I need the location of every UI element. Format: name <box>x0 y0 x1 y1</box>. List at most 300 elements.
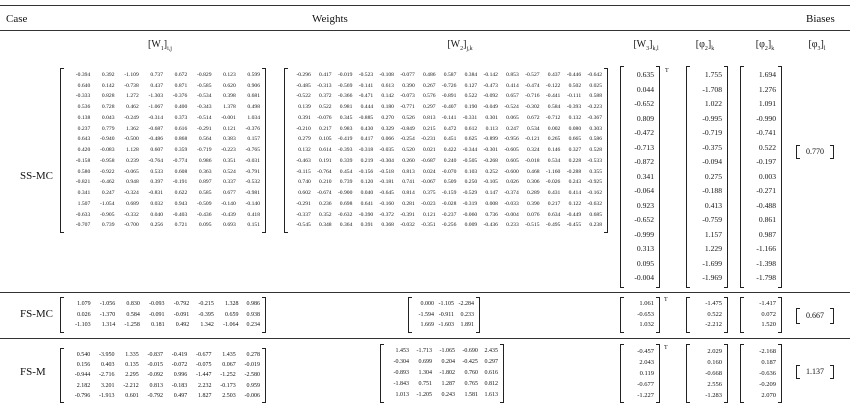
matrix-cell: 0.728 <box>101 104 115 111</box>
matrix-cell: 1.328 <box>224 301 239 307</box>
matrix-cell: 0.520 <box>402 147 415 154</box>
matrix-row <box>66 360 260 370</box>
matrix-cell: -0.376 <box>172 93 188 100</box>
matrix-cell: 0.522 <box>758 142 776 152</box>
matrix-cell: 0.240 <box>443 157 457 164</box>
matrix-cell: -0.105 <box>483 179 498 186</box>
matrix-cell: 0.339 <box>339 157 353 164</box>
matrix-cell: -0.407 <box>441 104 457 111</box>
matrix-cell: -0.446 <box>566 72 582 78</box>
matrix-cell: -0.463 <box>296 157 311 164</box>
matrix-cell: -0.533 <box>587 157 602 164</box>
matrix-row <box>690 213 722 228</box>
matrix-cell: 1.453 <box>395 348 409 354</box>
label-w2: $[W_2]_{j,k}$ <box>447 39 473 52</box>
matrix-cell: 0.142 <box>101 82 115 89</box>
matrix-cell: -0.271 <box>756 186 776 196</box>
matrix-row <box>690 184 722 199</box>
matrix-cell: -0.500 <box>124 136 139 143</box>
matrix-row <box>744 155 776 170</box>
matrix-cell: -0.028 <box>441 200 457 207</box>
matrix-cell: -0.632 <box>337 211 353 218</box>
matrix-cell: 0.534 <box>547 157 561 164</box>
matrix-cell: 0.612 <box>464 125 478 132</box>
matrix-cell: -0.674 <box>317 190 332 197</box>
matrix-cell: -0.351 <box>421 222 436 229</box>
matrix-cell: -0.891 <box>441 93 457 100</box>
matrix-cell: 0.462 <box>126 104 139 111</box>
matrix-row <box>414 310 474 321</box>
matrix-cell: -0.652 <box>634 215 654 225</box>
matrix-cell: -0.288 <box>566 168 582 175</box>
matrix-cell: 1.342 <box>200 322 214 329</box>
phi3-value: 1.137 <box>796 365 834 379</box>
matrix-cell: 0.741 <box>402 179 415 186</box>
matrix-row <box>690 228 722 243</box>
matrix-cell: 0.250 <box>464 179 478 186</box>
matrix-cell: 0.620 <box>223 82 236 89</box>
matrix-cell: -0.726 <box>441 82 457 89</box>
matrix-cell: -1.252 <box>220 372 236 379</box>
matrix-cell: -0.162 <box>587 190 602 197</box>
matrix-cell: -0.018 <box>525 157 540 164</box>
matrix-cell: -1.417 <box>759 300 776 307</box>
matrix-row <box>386 357 498 368</box>
matrix-cell: -0.529 <box>462 190 478 197</box>
matrix-row <box>414 320 474 331</box>
matrix-cell: -0.605 <box>504 147 519 154</box>
matrix-cell: 0.622 <box>174 190 188 197</box>
matrix-cell: -1.054 <box>100 200 115 207</box>
matrix-cell: 0.210 <box>319 179 332 186</box>
matrix-cell: 0.509 <box>443 179 457 186</box>
matrix-w2 <box>284 68 608 233</box>
matrix-cell: 1.520 <box>761 321 776 329</box>
matrix-cell: 1.061 <box>639 300 654 307</box>
matrix-cell: -0.940 <box>100 136 115 143</box>
matrix-cell: 0.147 <box>485 190 498 197</box>
matrix-cell: -0.716 <box>525 93 540 100</box>
matrix-cell: 0.072 <box>761 310 776 318</box>
vector-w3 <box>620 344 660 403</box>
matrix-row <box>66 210 260 221</box>
case-label: FS-M <box>20 366 46 378</box>
matrix-cell: 0.959 <box>246 382 260 389</box>
matrix-cell: 0.536 <box>77 104 91 111</box>
matrix-cell: 0.444 <box>360 104 374 111</box>
matrix-cell: 0.526 <box>402 114 415 121</box>
matrix-w1 <box>60 297 266 333</box>
matrix-cell: 0.996 <box>173 372 188 379</box>
matrix-cell: 0.605 <box>506 157 519 164</box>
matrix-cell: 1.613 <box>484 392 498 398</box>
matrix-cell: -0.981 <box>245 190 260 197</box>
matrix-cell: 0.497 <box>173 392 188 399</box>
matrix-cell: -1.109 <box>124 72 139 78</box>
matrix-cell: -0.391 <box>400 211 415 218</box>
matrix-cell: -0.026 <box>545 179 561 186</box>
matrix-cell: 0.383 <box>223 136 236 143</box>
matrix-row <box>744 346 776 357</box>
matrix-cell: 0.306 <box>526 179 540 186</box>
matrix-row <box>66 70 260 81</box>
matrix-cell: 0.413 <box>704 200 722 210</box>
matrix-cell: -0.759 <box>702 215 722 225</box>
matrix-cell: -0.331 <box>462 114 478 121</box>
matrix-cell: -1.447 <box>196 372 212 379</box>
matrix-cell: 0.721 <box>174 222 188 229</box>
matrix-row <box>290 113 602 124</box>
matrix-row <box>66 177 260 188</box>
matrix-cell: -0.188 <box>702 186 722 196</box>
matrix-cell: 0.861 <box>758 215 776 225</box>
matrix-cell: 0.813 <box>149 382 163 389</box>
matrix-cell: -1.603 <box>438 322 454 329</box>
matrix-row <box>624 299 654 310</box>
matrix-cell: -1.708 <box>702 84 722 94</box>
matrix-cell: -0.031 <box>245 157 260 164</box>
matrix-cell: -0.690 <box>462 348 478 354</box>
matrix-cell: 0.693 <box>223 222 236 229</box>
matrix-cell: -0.231 <box>421 136 436 143</box>
matrix-cell: -1.067 <box>148 104 163 111</box>
matrix-row <box>690 68 722 83</box>
matrix-row <box>624 170 654 185</box>
matrix-cell: 0.026 <box>506 179 519 186</box>
matrix-row <box>66 310 260 321</box>
matrix-row <box>624 199 654 214</box>
matrix-cell: 0.923 <box>636 200 654 210</box>
vector-phi2-a <box>686 344 728 403</box>
matrix-cell: -0.527 <box>525 72 540 78</box>
matrix-row <box>744 126 776 141</box>
matrix-cell: -0.070 <box>441 168 457 175</box>
matrix-cell: 0.809 <box>636 113 654 123</box>
matrix-row <box>624 68 654 83</box>
matrix-cell: -1.594 <box>418 311 434 318</box>
matrix-cell: 0.032 <box>150 200 163 207</box>
matrix-cell: 1.507 <box>77 200 91 207</box>
header-biases: Biases <box>806 13 835 25</box>
matrix-cell: -0.764 <box>317 168 332 175</box>
label-w1: $[W_1]_{i,j}$ <box>148 39 172 52</box>
matrix-cell: -0.441 <box>545 93 561 100</box>
matrix-cell: 0.190 <box>464 104 478 111</box>
matrix-row <box>624 357 654 368</box>
matrix-cell: 2.556 <box>707 381 722 388</box>
matrix-row <box>690 83 722 98</box>
matrix-cell: 0.635 <box>636 70 654 79</box>
matrix-cell: -0.796 <box>74 392 91 399</box>
matrix-cell: -0.319 <box>462 200 478 207</box>
matrix-cell: 0.233 <box>460 311 474 318</box>
matrix-cell: 0.468 <box>526 168 540 175</box>
matrix-cell: 0.599 <box>247 72 260 78</box>
matrix-cell: 1.013 <box>395 392 409 398</box>
matrix-row <box>290 210 602 221</box>
matrix-cell: 0.135 <box>125 362 139 369</box>
matrix-cell: 2.232 <box>198 382 212 389</box>
vector-phi2-a <box>686 297 728 333</box>
matrix-row <box>624 213 654 228</box>
matrix-cell: -0.064 <box>634 186 654 196</box>
matrix-cell: -1.913 <box>99 392 115 399</box>
matrix-cell: -0.425 <box>462 359 478 365</box>
matrix-cell: 0.204 <box>441 359 455 365</box>
matrix-row <box>66 102 260 113</box>
matrix-cell: 0.739 <box>339 179 353 186</box>
matrix-cell: -0.774 <box>172 157 188 164</box>
matrix-row <box>744 97 776 112</box>
matrix-cell: 2.070 <box>761 392 776 399</box>
matrix-cell: 0.830 <box>126 301 140 307</box>
matrix-cell: 0.187 <box>761 359 776 366</box>
matrix-cell: 0.602 <box>298 190 311 197</box>
matrix-cell: -1.969 <box>702 273 722 283</box>
matrix-cell: 0.585 <box>198 190 212 197</box>
transpose-mark: T <box>664 345 668 351</box>
matrix-cell: 0.341 <box>77 190 91 197</box>
matrix-cell: 0.024 <box>422 168 436 175</box>
matrix-cell: -0.899 <box>483 136 498 143</box>
matrix-cell: 0.375 <box>422 190 436 197</box>
matrix-cell: 0.634 <box>547 211 561 218</box>
matrix-cell: -0.636 <box>759 370 776 377</box>
matrix-row <box>386 368 498 379</box>
matrix-cell: -0.395 <box>198 311 214 318</box>
matrix-cell: -1.105 <box>438 301 454 307</box>
matrix-cell: -0.719 <box>197 147 212 154</box>
matrix-row <box>690 97 722 112</box>
matrix-w1 <box>60 68 266 233</box>
matrix-cell: -0.394 <box>75 72 91 78</box>
label-phi2-a: $[\varphi_2]_k$ <box>695 39 715 52</box>
matrix-cell: 1.034 <box>247 114 260 121</box>
matrix-cell: 0.588 <box>589 93 602 100</box>
matrix-cell: 0.275 <box>704 171 722 181</box>
matrix-cell: -0.142 <box>483 72 498 78</box>
matrix-cell: -0.771 <box>400 104 415 111</box>
matrix-cell: -0.485 <box>296 82 311 89</box>
matrix-row <box>624 320 654 331</box>
matrix-cell: -0.302 <box>525 104 540 111</box>
matrix-cell: 0.540 <box>76 352 91 358</box>
matrix-cell: -0.436 <box>197 211 212 218</box>
matrix-cell: 0.122 <box>568 200 582 207</box>
matrix-cell: -0.191 <box>172 179 188 186</box>
matrix-w1 <box>60 348 266 403</box>
matrix-cell: 1.362 <box>126 125 139 132</box>
matrix-cell: 0.260 <box>402 157 415 164</box>
matrix-row <box>690 112 722 127</box>
matrix-cell: 0.779 <box>101 125 115 132</box>
matrix-row <box>690 271 722 286</box>
matrix-cell: 0.372 <box>319 93 332 100</box>
matrix-cell: 0.156 <box>76 362 91 369</box>
matrix-cell: -0.829 <box>197 72 212 78</box>
matrix-cell: -0.376 <box>245 125 260 132</box>
matrix-row <box>290 156 602 167</box>
matrix-cell: -0.495 <box>545 222 561 229</box>
matrix-row <box>744 228 776 243</box>
matrix-cell: 1.032 <box>639 321 654 329</box>
matrix-cell: 0.586 <box>589 136 602 143</box>
matrix-cell: 0.938 <box>246 311 260 318</box>
matrix-cell: -0.209 <box>759 381 776 388</box>
matrix-cell: 0.270 <box>381 114 394 121</box>
matrix-cell: -0.076 <box>317 114 332 121</box>
matrix-cell: -0.712 <box>545 114 561 121</box>
matrix-row <box>66 370 260 380</box>
matrix-cell: -0.831 <box>148 190 163 197</box>
matrix-cell: -0.372 <box>379 211 394 218</box>
matrix-cell: -0.632 <box>587 200 602 207</box>
matrix-cell: 0.237 <box>77 125 91 132</box>
matrix-cell: 0.391 <box>298 114 311 121</box>
matrix-cell: -0.837 <box>147 352 163 358</box>
matrix-row <box>624 155 654 170</box>
matrix-cell: 0.524 <box>223 168 236 175</box>
matrix-cell: 0.390 <box>402 82 415 89</box>
matrix-cell: -0.677 <box>637 381 654 388</box>
matrix-cell: 0.986 <box>246 301 260 307</box>
matrix-cell: 0.278 <box>246 352 260 358</box>
header-rule <box>0 30 850 31</box>
matrix-cell: 0.986 <box>198 157 212 164</box>
vector-w3 <box>620 297 660 333</box>
top-rule <box>0 5 850 6</box>
matrix-cell: 0.601 <box>125 392 139 399</box>
matrix-cell: 0.760 <box>464 370 478 376</box>
matrix-cell: -2.284 <box>458 301 474 307</box>
matrix-cell: -0.333 <box>75 93 91 100</box>
matrix-row <box>290 124 602 135</box>
matrix-cell: 0.348 <box>319 222 332 229</box>
matrix-cell: 0.324 <box>526 147 540 154</box>
matrix-row <box>744 357 776 368</box>
matrix-cell: -0.092 <box>147 372 163 379</box>
matrix-cell: 0.289 <box>526 190 540 197</box>
matrix-cell: 0.008 <box>485 200 498 207</box>
matrix-row <box>624 83 654 98</box>
matrix-cell: 0.113 <box>485 125 498 132</box>
matrix-cell: 0.352 <box>319 211 332 218</box>
matrix-cell: 0.616 <box>484 370 498 376</box>
matrix-row <box>624 141 654 156</box>
matrix-cell: 0.871 <box>174 82 188 89</box>
matrix-cell: 0.414 <box>506 82 519 89</box>
matrix-cell: 0.119 <box>639 370 654 377</box>
matrix-cell: 0.267 <box>422 82 436 89</box>
matrix-row <box>624 184 654 199</box>
matrix-row <box>290 167 602 178</box>
matrix-row <box>690 155 722 170</box>
matrix-cell: 1.157 <box>704 229 722 239</box>
matrix-cell: 0.157 <box>247 136 260 143</box>
matrix-cell: 0.123 <box>223 72 236 78</box>
matrix-cell: 0.243 <box>568 179 582 186</box>
matrix-cell: 0.160 <box>707 359 722 366</box>
matrix-row <box>744 379 776 390</box>
matrix-row <box>290 102 602 113</box>
matrix-cell: 0.120 <box>360 179 374 186</box>
matrix-cell: -0.337 <box>296 211 311 218</box>
matrix-cell: 0.607 <box>150 147 163 154</box>
matrix-cell: -2.212 <box>123 382 139 389</box>
matrix-cell: -0.472 <box>634 128 654 138</box>
matrix-cell: -0.140 <box>245 200 260 207</box>
matrix-cell: -0.160 <box>379 200 394 207</box>
matrix-cell: 1.755 <box>704 70 722 79</box>
matrix-cell: 1.128 <box>126 147 139 154</box>
matrix-cell: -0.518 <box>379 168 394 175</box>
matrix-cell: 0.390 <box>526 200 540 207</box>
matrix-cell: 0.906 <box>247 82 260 89</box>
matrix-cell: 0.234 <box>246 322 260 329</box>
matrix-cell: -1.303 <box>148 93 163 100</box>
matrix-cell: 0.026 <box>77 311 91 318</box>
matrix-cell: 0.345 <box>339 114 353 121</box>
matrix-cell: 0.813 <box>422 114 436 121</box>
matrix-cell: -1.370 <box>99 311 116 318</box>
matrix-row <box>66 113 260 124</box>
row-rule <box>0 292 850 293</box>
matrix-row <box>66 167 260 178</box>
matrix-row <box>290 70 602 81</box>
matrix-cell: 0.983 <box>339 125 353 132</box>
matrix-cell: -0.792 <box>147 392 163 399</box>
matrix-cell: -0.449 <box>566 211 582 218</box>
row-rule <box>0 338 850 339</box>
matrix-cell: -0.197 <box>756 157 776 167</box>
matrix-row <box>66 391 260 401</box>
matrix-cell: -0.457 <box>637 348 654 355</box>
matrix-cell: 0.681 <box>247 93 260 100</box>
matrix-cell: -0.792 <box>173 301 190 307</box>
matrix-cell: 0.418 <box>247 211 260 218</box>
matrix-w2 <box>380 344 504 403</box>
matrix-cell: 0.066 <box>381 136 394 143</box>
matrix-cell: -0.471 <box>358 93 374 100</box>
matrix-cell: -1.802 <box>439 370 455 376</box>
matrix-cell: 2.295 <box>125 372 139 379</box>
matrix-cell: -0.488 <box>756 200 776 210</box>
matrix-row <box>624 368 654 379</box>
matrix-cell: 0.400 <box>174 104 188 111</box>
matrix-cell: -0.318 <box>358 147 374 154</box>
matrix-cell: -1.843 <box>393 381 409 387</box>
matrix-cell: 0.641 <box>360 200 374 207</box>
matrix-cell: 0.689 <box>126 200 139 207</box>
matrix-cell: 0.265 <box>547 136 561 143</box>
matrix-cell: -0.367 <box>587 114 602 121</box>
matrix-cell: -0.523 <box>358 72 374 78</box>
matrix-cell: 0.327 <box>568 147 582 154</box>
matrix-cell: 1.314 <box>101 322 116 329</box>
matrix-row <box>744 368 776 379</box>
matrix-cell: -0.093 <box>149 301 165 307</box>
matrix-cell: 0.948 <box>126 179 139 186</box>
matrix-cell: 0.355 <box>589 168 602 175</box>
matrix-cell: -0.304 <box>379 157 394 164</box>
matrix-cell: 0.301 <box>485 114 498 121</box>
matrix-cell: -1.056 <box>99 301 116 307</box>
matrix-cell: 0.080 <box>568 125 582 132</box>
matrix-row <box>690 126 722 141</box>
matrix-cell: 0.613 <box>381 82 394 89</box>
matrix-row <box>624 346 654 357</box>
matrix-cell: 0.765 <box>464 381 478 387</box>
